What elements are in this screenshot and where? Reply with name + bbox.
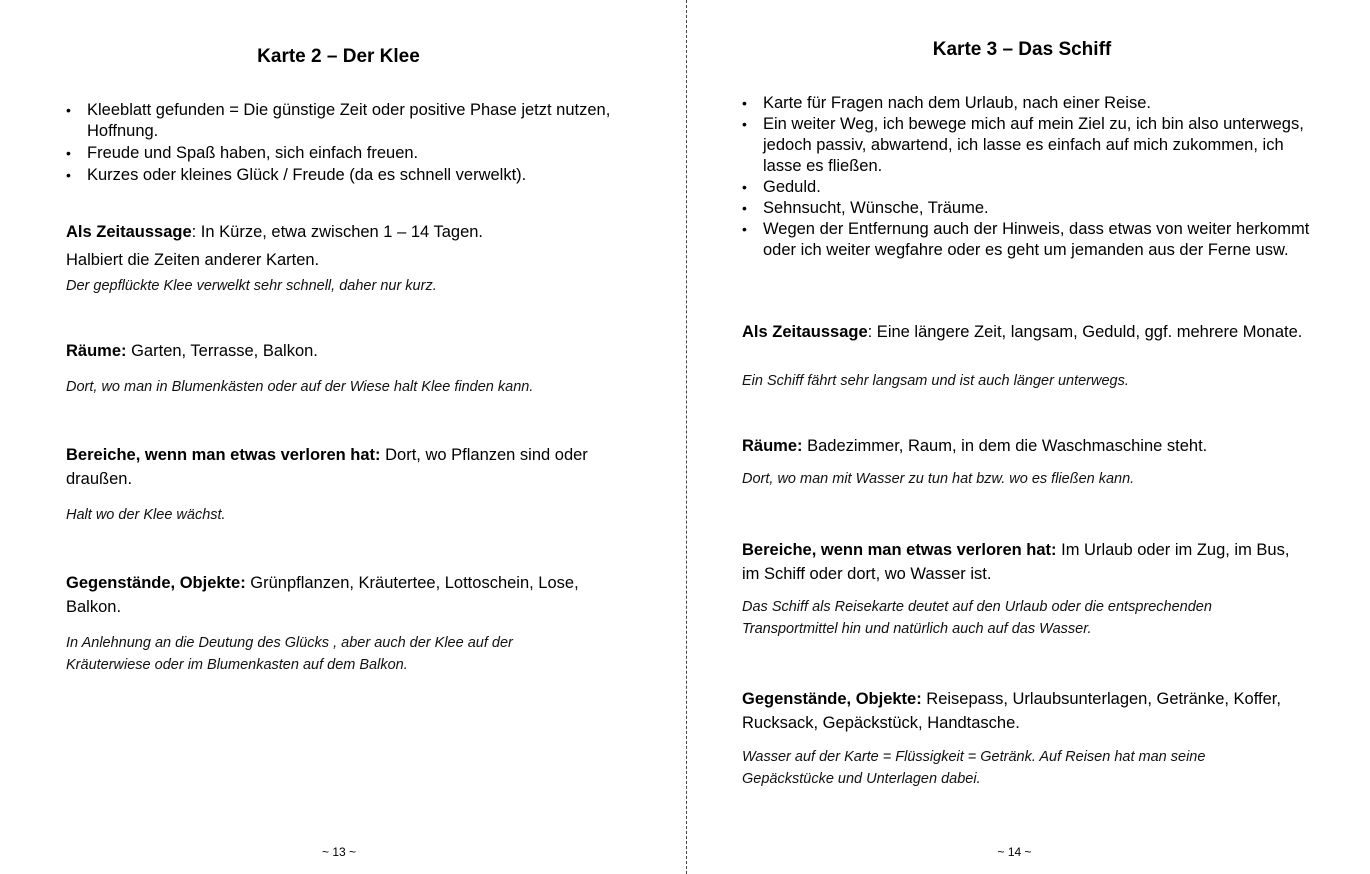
list-item: • Kurzes oder kleines Glück / Freude (da es schnell verwelkt). bbox=[66, 166, 527, 184]
list-item: • Wegen der Entfernung auch der Hinweis, dass etwas von weiter herkommt oder ich weiter wegfahre oder es geht um jemanden aus der Ferne usw. bbox=[742, 220, 1310, 259]
list-item: • Kleeblatt gefunden = Die günstige Zeit oder positive Phase jetzt nutzen, Hoffnung. bbox=[66, 101, 611, 140]
raeume-section: Räume: Badezimmer, Raum, in dem die Waschmaschine steht. bbox=[742, 437, 1208, 455]
gegenstaende-note: In Anlehnung an die Deutung des Glücks , aber auch der Klee auf der Kräuterwiese oder im Blumenkasten auf dem Balkon. bbox=[66, 635, 513, 673]
bereiche-note: Das Schiff als Reisekarte deutet auf den Urlaub oder die entsprechenden Transportmittel hin und natürlich auch auf das Wasser. bbox=[742, 599, 1212, 637]
bullet-list bbox=[66, 100, 611, 187]
list-item: • Karte für Fragen nach dem Urlaub, nach einer Reise. bbox=[742, 94, 1151, 112]
zeitaussage-section: Als Zeitaussage: In Kürze, etwa zwischen 1 – 14 Tagen. bbox=[66, 223, 484, 241]
page-right bbox=[687, 0, 1370, 874]
gegenstaende-section: Gegenstände, Objekte: Reisepass, Urlaubsunterlagen, Getränke, Koffer, Rucksack, Gepäckstück, Handtasche. bbox=[742, 690, 1281, 732]
list-item: • Sehnsucht, Wünsche, Träume. bbox=[742, 199, 989, 217]
zeitaussage-extra: Halbiert die Zeiten anderer Karten. bbox=[66, 251, 320, 269]
page-title: Karte 3 – Das Schiff bbox=[932, 39, 1112, 60]
list-item: • Freude und Spaß haben, sich einfach freuen. bbox=[66, 144, 419, 162]
zeitaussage-note: Der gepflückte Klee verwelkt sehr schnell, daher nur kurz. bbox=[66, 278, 437, 294]
bullet-icon: • bbox=[742, 95, 747, 111]
list-item: • Geduld. bbox=[742, 178, 821, 196]
raeume-section: Räume: Garten, Terrasse, Balkon. bbox=[66, 342, 318, 360]
bereiche-section: Bereiche, wenn man etwas verloren hat: Im Urlaub oder im Zug, im Bus, im Schiff oder dort, wo Wasser ist. bbox=[742, 541, 1290, 583]
bullet-icon: • bbox=[742, 221, 747, 237]
gegenstaende-section: Gegenstände, Objekte: Grünpflanzen, Kräutertee, Lottoschein, Lose, Balkon. bbox=[66, 574, 579, 616]
bullet-list bbox=[742, 93, 1317, 261]
raeume-note: Dort, wo man in Blumenkästen oder auf der Wiese halt Klee finden kann. bbox=[66, 379, 534, 395]
gegenstaende-note: Wasser auf der Karte = Flüssigkeit = Getränk. Auf Reisen hat man seine Gepäckstücke und Unterlagen dabei. bbox=[742, 749, 1206, 787]
raeume-note: Dort, wo man mit Wasser zu tun hat bzw. wo es fließen kann. bbox=[742, 471, 1135, 487]
bereiche-note: Halt wo der Klee wächst. bbox=[66, 507, 226, 523]
page-title: Karte 2 – Der Klee bbox=[257, 46, 420, 67]
zeitaussage-note: Ein Schiff fährt sehr langsam und ist auch länger unterwegs. bbox=[742, 373, 1129, 389]
bullet-icon: • bbox=[742, 200, 747, 216]
bullet-icon: • bbox=[742, 179, 747, 195]
bullet-icon: • bbox=[742, 116, 747, 132]
list-item: • Ein weiter Weg, ich bewege mich auf mein Ziel zu, ich bin also unterwegs, jedoch passiv, abwartend, ich lasse es einfach auf mich zukommen, ich lasse es fließen. bbox=[742, 115, 1304, 175]
bullet-icon: • bbox=[66, 145, 71, 161]
page-number: ~ 14 ~ bbox=[997, 845, 1032, 859]
page-number: ~ 13 ~ bbox=[321, 845, 357, 859]
bullet-icon: • bbox=[66, 167, 71, 183]
zeitaussage-section: Als Zeitaussage: Eine längere Zeit, langsam, Geduld, ggf. mehrere Monate. bbox=[742, 323, 1303, 341]
bullet-icon: • bbox=[66, 102, 71, 118]
bereiche-section: Bereiche, wenn man etwas verloren hat: Dort, wo Pflanzen sind oder draußen. bbox=[66, 446, 588, 488]
